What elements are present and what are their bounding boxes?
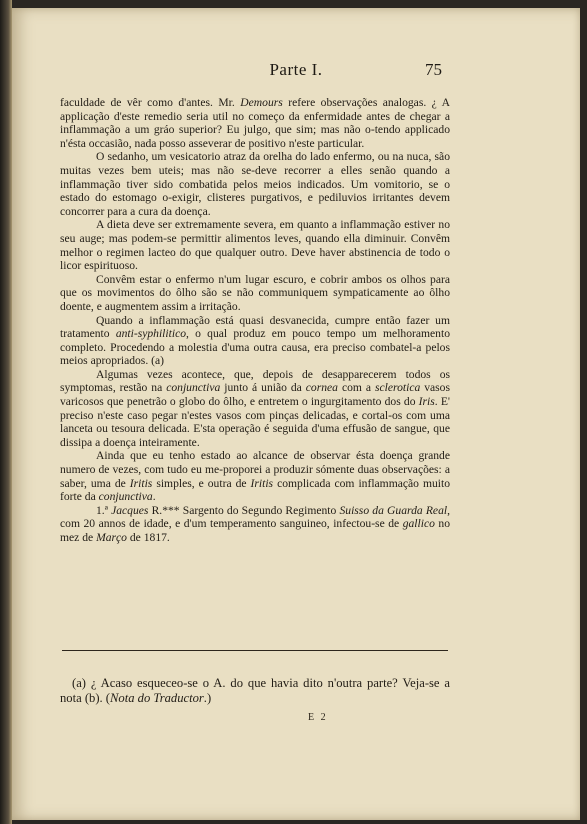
book-page bbox=[12, 8, 580, 820]
italic-text-run: conjunctiva bbox=[98, 490, 153, 504]
text-run: simples, e outra de bbox=[152, 476, 251, 490]
italic-text-run: anti-syphilitico bbox=[115, 327, 187, 341]
italic-text-run: Suisso da Guarda Real bbox=[339, 503, 448, 517]
text-run: complicada com inflammação muito forte da bbox=[60, 476, 450, 504]
signature-mark: E 2 bbox=[308, 712, 328, 723]
paragraph bbox=[60, 273, 450, 314]
body-text bbox=[60, 96, 450, 545]
text-run: (a) ¿ Acaso esqueceo-se o A. do que havia dito n'outra parte? Veja-se a nota (b). ( bbox=[60, 676, 450, 705]
text-run: de 1817. bbox=[126, 531, 170, 544]
book-spine-shadow bbox=[0, 0, 12, 824]
paragraph bbox=[60, 504, 450, 545]
footnote-paragraph bbox=[60, 676, 450, 706]
text-run: vasos varicosos que penetrão o globo do ôlho, e entretem o ingurgitamento dos do bbox=[60, 381, 450, 409]
footnote-rule bbox=[62, 650, 448, 651]
text-run: refere observações analogas. ¿ A applicação d'este remedio seria util no começo da enfermidade antes de chegar a inflammação a um gráo superior? Eu julgo, que sim; mas não o-tendo applicado n'ésta occasião, nada posso asseverar de positivo n'este particular. bbox=[60, 96, 450, 150]
italic-text-run: gallico bbox=[402, 517, 435, 531]
italic-text-run: cornea bbox=[305, 381, 338, 395]
paragraph bbox=[60, 314, 450, 368]
italic-text-run: Iritis bbox=[250, 476, 274, 490]
text-run: Algumas vezes acontece, que, depois de desapparecerem todos os symptomas, restão na bbox=[60, 367, 450, 395]
footnote bbox=[60, 676, 450, 706]
italic-text-run: Jacques bbox=[111, 503, 149, 517]
text-run: . E' preciso n'este caso pegar n'estes vasos com pinças delicadas, e cortal-os com uma lanceta ou tesoura delicada. E'sta operação é seguida d'uma effusão de sangue, que dissipa a doença inteiramente. bbox=[60, 395, 450, 449]
italic-text-run: Março bbox=[96, 531, 127, 544]
italic-text-run: Nota do Traductor bbox=[110, 691, 204, 705]
paragraph bbox=[60, 449, 450, 503]
text-run: no mez de bbox=[60, 517, 450, 544]
paragraph bbox=[60, 218, 450, 272]
page-header bbox=[12, 60, 580, 84]
text-run: Ainda que eu tenho estado ao alcance de observar ésta doença grande numero de vezes, com tudo eu me-proporei a produzir sómente duas observações: a saber, uma de bbox=[60, 449, 450, 490]
text-run: , com 20 annos de idade, e d'um temperamento sanguineo, infectou-se de bbox=[60, 503, 451, 531]
text-run: faculdade de vêr como d'antes. Mr. bbox=[60, 96, 241, 109]
text-run: , o qual produz em pouco tempo um melhoramento completo. Procedendo a molestia d'uma outra causa, era preciso combatel-a pelos meios apropriados. (a) bbox=[60, 327, 450, 368]
text-run: R.*** Sargento do Segundo Regimento bbox=[148, 503, 340, 517]
paragraph bbox=[60, 150, 450, 218]
text-run: 1.ª bbox=[96, 503, 112, 517]
paragraph bbox=[60, 368, 450, 450]
text-run: . bbox=[152, 490, 156, 504]
page-number: 75 bbox=[425, 60, 442, 79]
running-head: Parte I. bbox=[269, 60, 323, 79]
text-run: junto á união da bbox=[220, 381, 306, 395]
italic-text-run: Iris bbox=[418, 395, 435, 409]
italic-text-run: sclerotica bbox=[374, 381, 421, 395]
text-run: .) bbox=[203, 691, 212, 705]
text-run: com a bbox=[337, 381, 375, 395]
italic-text-run: Iritis bbox=[129, 476, 153, 490]
italic-text-run: Demours bbox=[240, 96, 283, 109]
text-run: Quando a inflammação está quasi desvanecida, cumpre então fazer um tratamento bbox=[60, 313, 450, 341]
italic-text-run: conjunctiva bbox=[166, 381, 221, 395]
text-run: O sedanho, um vesicatorio atraz da orelha do lado enfermo, ou na nuca, são muitas vezes bem uteis; mas não se-deve recorrer a elles senão quando a inflammação tiver sido combatida pelos meios indicados. Um vomitorio, se o estado do estomago o-exigir, clisteres purgativos, e pediluvios irritantes devem concorrer para a cura da doença. bbox=[60, 150, 450, 218]
text-run: A dieta deve ser extremamente severa, em quanto a inflammação estiver no seu auge; mas podem-se permittir alimentos leves, quando ella diminuir. Convêm melhor o regimen lacteo do que qualquer outro. Deve haver abstinencia de todo o licor espirituoso. bbox=[60, 218, 450, 273]
paragraph bbox=[60, 96, 450, 150]
text-run: Convêm estar o enfermo n'um lugar escuro, e cobrir ambos os olhos para que os movimentos do ôlho são se não communiquem sympaticamente ao ôlho doente, e augmentem assim a irritação. bbox=[60, 272, 450, 313]
